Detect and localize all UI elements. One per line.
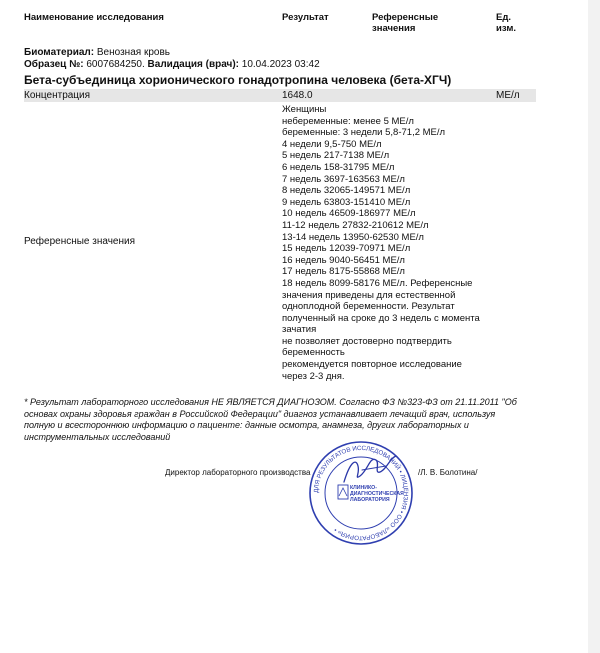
reference-line: одноплодной беременности. Результат: [282, 301, 455, 313]
handwritten-signature: [340, 452, 400, 488]
reference-label: Референсные значения: [24, 236, 136, 247]
test-title: Бета-субъединица хорионического гонадотропина человека (бета-ХГЧ): [24, 73, 452, 87]
reference-line: 18 недель 8099-58176 МЕ/л. Референсные: [282, 277, 473, 289]
scrollbar[interactable]: [588, 0, 600, 653]
reference-line: беременность: [282, 347, 345, 359]
reference-line: полученный на сроке до 3 недель с момента: [282, 312, 480, 324]
stamp-ring-text: ДЛЯ РЕЗУЛЬТАТОВ ИССЛЕДОВАНИЙ • ЛИЦЕНЗИЯ • ООО «ЛАБОРАТОРИЯ» •: [312, 444, 410, 542]
concentration-row: [24, 89, 536, 102]
reference-line: Женщины: [282, 104, 327, 115]
reference-line: через 2-3 дня.: [282, 370, 345, 382]
sample-value: 6007684250.: [86, 59, 145, 70]
header-reference: [372, 12, 438, 34]
reference-line: беременные: 3 недели 5,8-71,2 МЕ/л: [282, 127, 446, 139]
reference-line: зачатия: [282, 324, 317, 336]
header-result: Результат: [282, 12, 329, 23]
disclaimer-line: основах охраны здоровья граждан в Российской Федерации" диагноз устанавливает лечащий врач, используя: [24, 408, 496, 419]
reference-line: 11-12 недель 27832-210612 МЕ/л: [282, 219, 429, 231]
reference-line: 17 недель 8175-55868 МЕ/л: [282, 266, 405, 278]
disclaimer-line: * Результат лабораторного исследования НЕ ЯВЛЯЕТСЯ ДИАГНОЗОМ. Согласно ФЗ №323-ФЗ от 21.11.2011 "Об: [24, 397, 517, 407]
reference-line: рекомендуется повторное исследование: [282, 359, 462, 371]
reference-line: небеременные: менее 5 МЕ/л: [282, 115, 414, 127]
reference-line: 8 недель 32065-149571 МЕ/л: [282, 185, 411, 197]
reference-line: 7 недель 3697-163563 МЕ/л: [282, 173, 405, 185]
reference-line: не позволяет достоверно подтвердить: [282, 335, 452, 347]
header-reference-line1: Референсные: [372, 12, 439, 23]
header-test-name: Наименование исследования: [24, 12, 164, 23]
stamp-line1: КЛИНИКО-: [350, 485, 377, 491]
biomaterial-line: [24, 47, 170, 59]
header-units: [496, 12, 516, 34]
sample-line: [24, 59, 320, 71]
disclaimer: [24, 397, 522, 443]
reference-line: 4 недели 9,5-750 МЕ/л: [282, 138, 382, 150]
header-reference-line2: значения: [372, 23, 416, 34]
concentration-label: Концентрация: [24, 90, 91, 101]
concentration-result: 1648.0: [282, 90, 313, 101]
concentration-units: МЕ/л: [496, 90, 520, 101]
validation-label: Валидация (врач):: [147, 59, 239, 70]
reference-line: 9 недель 63803-151410 МЕ/л: [282, 196, 411, 208]
header-units-line1: Ед.: [496, 12, 512, 23]
stamp-line3: ЛАБОРАТОРИЯ: [350, 497, 390, 503]
reference-line: значения приведены для естественной: [282, 289, 456, 301]
reference-line: 13-14 недель 13950-62530 МЕ/л: [282, 231, 424, 243]
reference-line: 16 недель 9040-56451 МЕ/л: [282, 254, 405, 266]
stamp-line2: ДИАГНОСТИЧЕСКАЯ: [350, 491, 404, 497]
reference-line: 6 недель 158-31795 МЕ/л: [282, 161, 395, 173]
reference-values-list: [282, 104, 494, 382]
disclaimer-line: инструментальных исследований: [24, 431, 171, 442]
reference-line: 15 недель 12039-70971 МЕ/л: [282, 243, 411, 255]
header-units-line2: изм.: [496, 23, 516, 34]
reference-line: 10 недель 46509-186977 МЕ/л: [282, 208, 416, 220]
director-label: Директор лабораторного производства: [165, 468, 311, 477]
disclaimer-line: полную и всестороннюю информацию о пациенте: данные осмотра, анамнеза, других лабораторных и: [24, 420, 469, 430]
sample-label: Образец №:: [24, 59, 84, 70]
validation-value: 10.04.2023 03:42: [241, 59, 320, 70]
director-name: /Л. В. Болотина/: [418, 468, 478, 477]
reference-line: 5 недель 217-7138 МЕ/л: [282, 150, 390, 162]
biomaterial-label: Биоматериал:: [24, 47, 95, 58]
biomaterial-value: Венозная кровь: [96, 47, 170, 58]
